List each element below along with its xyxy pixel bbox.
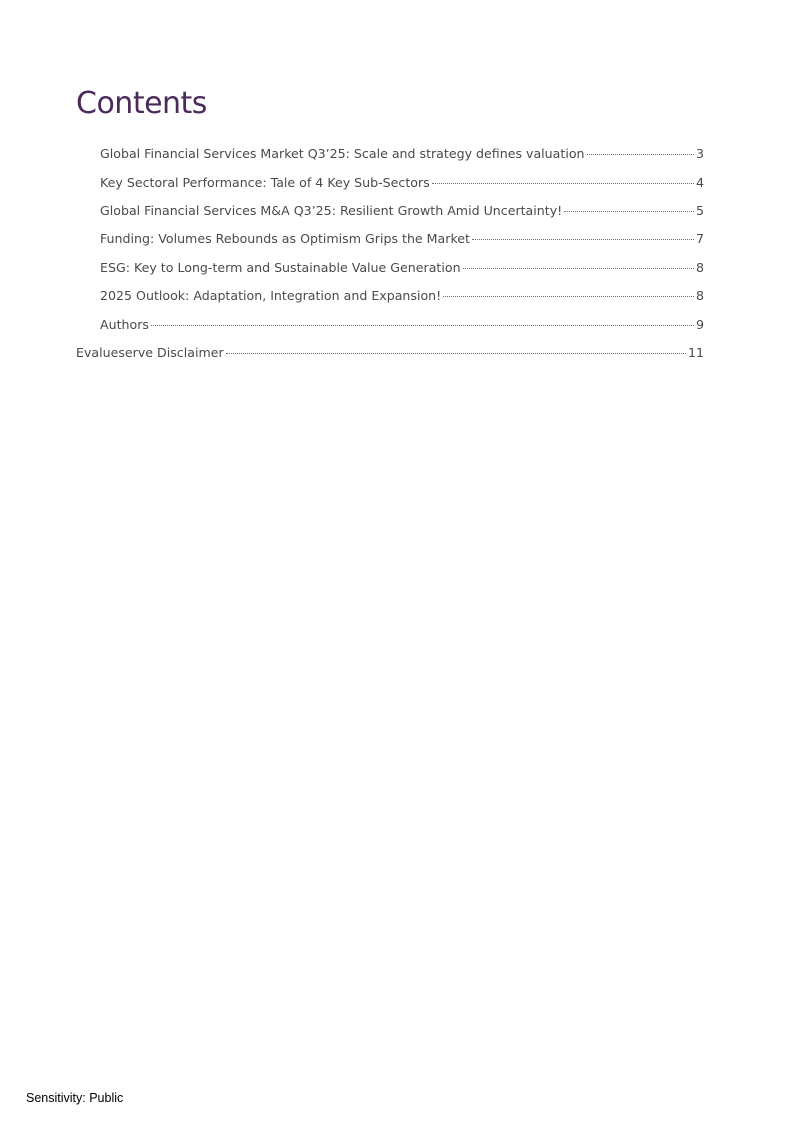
toc-entry-disclaimer[interactable] (76, 344, 704, 362)
page-title: Contents (76, 86, 207, 121)
toc-page-number: 4 (695, 175, 704, 190)
dot-leader (587, 154, 694, 155)
toc-entry-text: 2025 Outlook: Adaptation, Integration and Expansion! (100, 288, 442, 303)
dot-leader (564, 211, 694, 212)
toc-entry-esg[interactable] (100, 259, 704, 277)
toc-entry-text: Global Financial Services M&A Q3’25: Resilient Growth Amid Uncertainty! (100, 203, 563, 218)
toc-entry-text: Authors (100, 317, 149, 332)
toc-entry-text: Evalueserve Disclaimer (76, 345, 224, 360)
dot-leader (226, 353, 686, 354)
toc-entry-text: Funding: Volumes Rebounds as Optimism Grips the Market (100, 231, 470, 246)
toc-page-number: 8 (695, 288, 704, 303)
dot-leader (472, 239, 694, 240)
sensitivity-label: Sensitivity: Public (26, 1091, 124, 1105)
toc-page-number: 3 (695, 146, 704, 161)
toc-entry-outlook[interactable] (100, 287, 704, 305)
toc-entry-text: Key Sectoral Performance: Tale of 4 Key Sub-Sectors (100, 175, 430, 190)
toc-entry-funding[interactable] (100, 230, 704, 248)
toc-page-number: 7 (695, 231, 704, 246)
dot-leader (463, 268, 694, 269)
toc-entry-sectoral-performance[interactable] (100, 174, 704, 192)
toc-entry-market-q3[interactable] (100, 145, 704, 163)
toc-page-number: 5 (695, 203, 704, 218)
dot-leader (432, 183, 694, 184)
toc-page-number: 9 (695, 317, 704, 332)
dot-leader (151, 325, 694, 326)
toc-page-number: 11 (687, 345, 704, 360)
toc-entry-text: ESG: Key to Long-term and Sustainable Value Generation (100, 260, 461, 275)
toc-entry-authors[interactable] (100, 316, 704, 334)
toc-entry-mna-q3[interactable] (100, 202, 704, 220)
toc-entry-text: Global Financial Services Market Q3’25: Scale and strategy defines valuation (100, 146, 585, 161)
dot-leader (443, 296, 694, 297)
toc-page-number: 8 (695, 260, 704, 275)
